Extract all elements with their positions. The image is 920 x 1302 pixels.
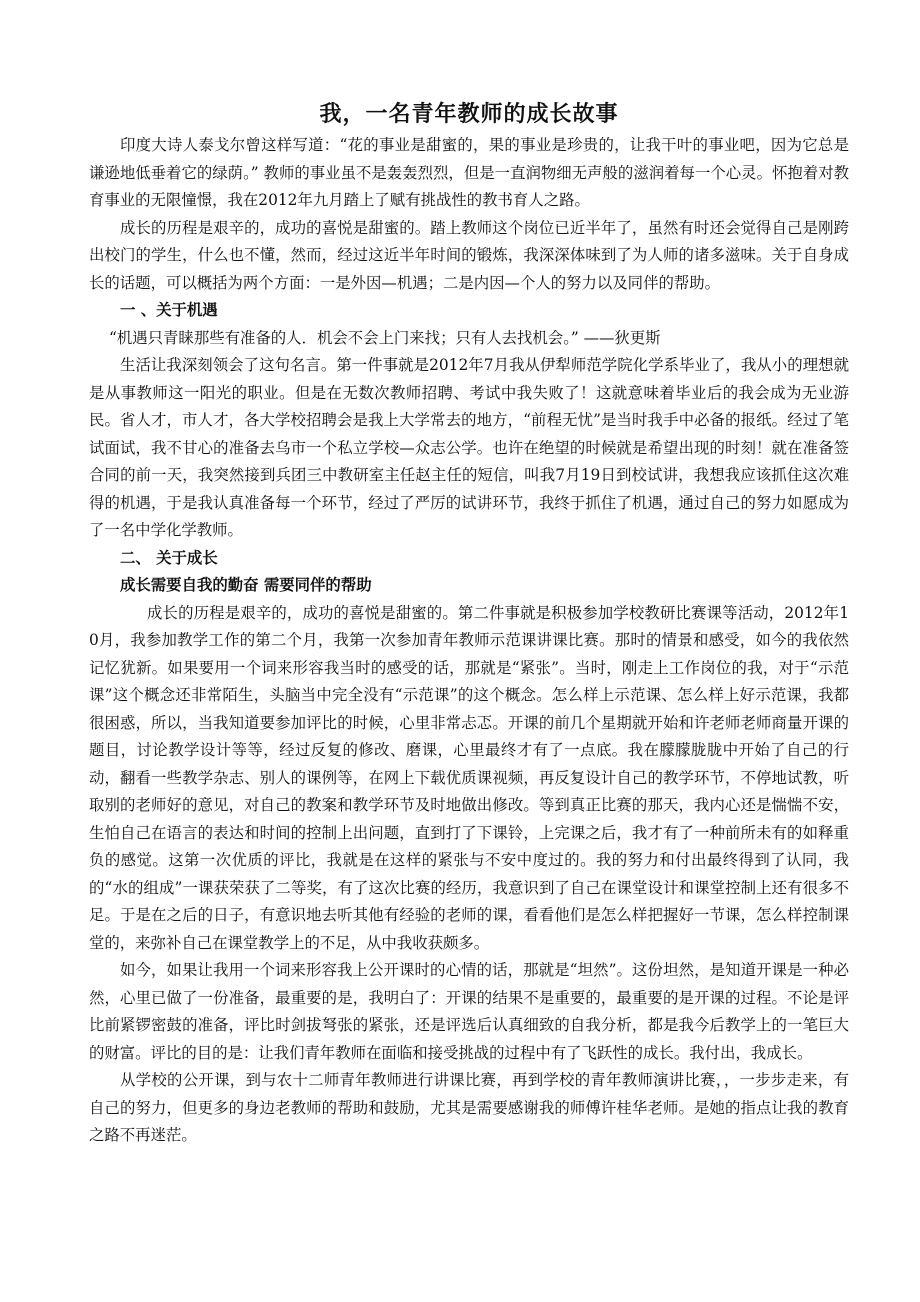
- document-page: [89, 100, 849, 1150]
- paragraph-now: 如今，如果让我用一个词来形容我上公开课时的心情的话，那就是“坦然”。这份坦然，是知道开课是一种必然，心里已做了一份准备，最重要的是，我明白了：开课的结果不是重要的，最重要的是开课的过程。不论是评比前紧锣密鼓的准备，评比时剑拔弩张的紧张，还是评选后认真细致的自我分析，都是我今后教学上的一笔巨大的财富。评比的目的是：让我们青年教师在面临和接受挑战的过程中有了飞跃性的成长。我付出，我成长。: [89, 961, 849, 1062]
- paragraph-closing: 从学校的公开课，到与农十二师青年教师进行讲课比赛，再到学校的青年教师演讲比赛，，一步步走来，有自己的努力，但更多的身边老教师的帮助和鼓励，尤其是需要感谢我的师傅许桂华老师。是她的指点让我的教育之路不再迷茫。: [89, 1071, 849, 1144]
- section-heading-growth: 二、 关于成长: [120, 548, 218, 567]
- paragraph-intro: 印度大诗人泰戈尔曾这样写道：“花的事业是甜蜜的，果的事业是珍贵的，让我干叶的事业吧，因为它总是谦逊地低垂着它的绿荫。” 教师的事业虽不是轰轰烈烈，但是一直润物细无声般的滋润着每一个心灵。怀抱着对教育事业的无限憧憬，我在2012年九月踏上了赋有挑战性的教书育人之路。: [89, 136, 849, 209]
- document-title: 我，一名青年教师的成长故事: [319, 102, 619, 127]
- section-heading-opportunity: 一 、关于机遇: [120, 301, 218, 319]
- paragraph-growth: 成长的历程是艰辛的，成功的喜悦是甜蜜的。第二件事就是积极参加学校教研比赛课等活动，2012年10月，我参加教学工作的第二个月，我第一次参加青年教师示范课讲课比赛。那时的情景和感受，如今的我依然记忆犹新。如果要用一个词来形容我当时的感受的话，那就是“紧张”。当时，刚走上工作岗位的我，对于“示范课”这个概念还非常陌生，头脑当中完全没有“示范课”的这个概念。怎么样上示范课、怎么样上好示范课，我都很困惑，所以，当我知道要参加评比的时候，心里非常忐忑。开课的前几个星期就开始和许老师老师商量开课的题目，讨论教学设计等等，经过反复的修改、磨课，心里最终才有了一点底。我在朦朦胧胧中开始了自己的行动，翻看一些教学杂志、别人的课例等，在网上下载优质课视频，再反复设计自己的教学环节，不停地试教，听取别的老师好的意见，对自己的教案和教学环节及时地做出修改。等到真正比赛的那天，我内心还是惴惴不安，生怕自己在语言的表达和时间的控制上出问题，直到打了下课铃，上完课之后，我才有了一种前所未有的如释重负的感觉。这第一次优质的评比，我就是在这样的紧张与不安中度过的。我的努力和付出最终得到了认同，我的“水的组成”一课获荣获了二等奖，有了这次比赛的经历，我意识到了自己在课堂设计和课堂控制上还有很多不足。于是在之后的日子，有意识地去听其他有经验的老师的课，看看他们是怎么样把握好一节课，怎么样控制课堂的，来弥补自己在课堂教学上的不足，从中我收获颇多。: [89, 603, 849, 952]
- paragraph-overview: 成长的历程是艰辛的，成功的喜悦是甜蜜的。踏上教师这个岗位已近半年了，虽然有时还会觉得自己是刚跨出校门的学生，什么也不懂，然而，经过这近半年时间的锻炼，我深深体味到了为人师的诸多滋味。关于自身成长的话题，可以概括为两个方面：一是外因—机遇；二是内因—个人的努力以及同伴的帮助。: [89, 218, 849, 292]
- subheading-growth: 成长需要自我的勤奋 需要同伴的帮助: [120, 576, 372, 594]
- quote-dickens: “机遇只青睐那些有准备的人．机会不会上门来找；只有人去找机会。” ——狄更斯: [109, 328, 661, 347]
- paragraph-opportunity: 生活让我深刻领会了这句名言。第一件事就是2012年7月我从伊犁师范学院化学系毕业了，我从小的理想就是从事教师这一阳光的职业。但是在无数次教师招聘、考试中我失败了！这就意味着毕业后的我会成为无业游民。省人才，市人才，各大学校招聘会是我上大学常去的地方，“前程无忧”是当时我手中必备的报纸。经过了笔试面试，我不甘心的准备去乌市一个私立学校—众志公学。也许在绝望的时候就是希望出现的时刻！就在准备签合同的前一天，我突然接到兵团三中教研室主任赵主任的短信，叫我7月19日到校试讲，我想我应该抓住这次难得的机遇，于是我认真准备每一个环节，经过了严厉的试讲环节，我终于抓住了机遇，通过自己的努力如愿成为了一名中学化学教师。: [89, 356, 849, 539]
